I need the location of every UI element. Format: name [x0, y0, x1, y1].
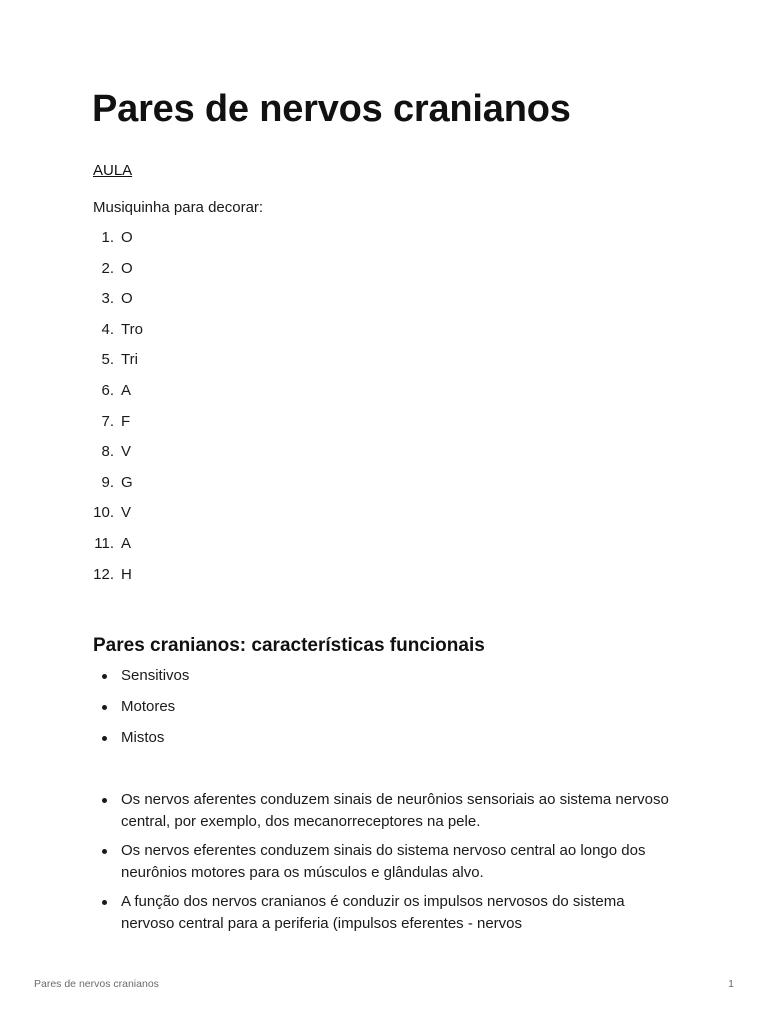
list-number: 12.: [93, 565, 114, 583]
bullet-icon: [102, 736, 107, 741]
list-number: 5.: [101, 351, 114, 369]
intro-text: Musiquinha para decorar:: [93, 199, 264, 216]
list-number: 3.: [101, 290, 114, 308]
list-number: 10.: [93, 504, 114, 522]
list-item-text: A: [121, 381, 132, 399]
bullet-icon: [102, 849, 107, 854]
list-item-text: O: [121, 229, 133, 246]
list-number: 6.: [101, 381, 114, 399]
list-item: [0, 696, 681, 727]
section-heading: Pares cranianos: características funcionais: [93, 635, 485, 656]
list-item-text: G: [121, 473, 133, 491]
list-number: 11.: [94, 534, 114, 552]
footer-document-title: Pares de nervos cranianos: [34, 978, 159, 990]
footer-page-number: 1: [728, 978, 734, 990]
aula-link[interactable]: AULA: [93, 162, 133, 179]
list-item-text: V: [121, 443, 132, 461]
list-item-text: Os nervos aferentes conduzem sinais de neurônios sensoriais ao sistema nervoso central, por exemplo, dos mecanorreceptores na pele.: [121, 791, 669, 830]
list-item: [0, 891, 681, 935]
list-item: [0, 727, 681, 758]
list-number: 2.: [101, 259, 114, 277]
list-item-text: Sensitivos: [121, 667, 190, 684]
list-item: [0, 840, 681, 884]
list-item-text: Mistos: [121, 729, 165, 746]
page-title: Pares de nervos cranianos: [92, 88, 571, 130]
list-item-text: Tro: [121, 320, 143, 338]
bullet-icon: [102, 674, 107, 679]
list-number: 7.: [101, 412, 114, 430]
list-item-text: Os nervos eferentes conduzem sinais do sistema nervoso central ao longo dos neurônios motores para os músculos e glândulas alvo.: [121, 842, 646, 881]
bullet-icon: [102, 705, 107, 710]
list-number: 4.: [101, 320, 114, 338]
list-number: 9.: [101, 473, 114, 491]
list-item-text: O: [121, 259, 133, 277]
list-item-text: A: [121, 534, 132, 552]
list-number: 8.: [101, 443, 114, 461]
bullet-icon: [102, 798, 107, 803]
list-item-text: O: [121, 290, 133, 308]
list-item-text: Motores: [121, 698, 176, 715]
list-item-text: Tri: [121, 351, 138, 369]
list-item: [0, 665, 681, 696]
notes-list: [0, 789, 681, 942]
list-number: 1.: [101, 229, 114, 246]
list-item: [0, 789, 681, 833]
bullet-icon: [102, 900, 107, 905]
nerve-types-list: [0, 665, 681, 758]
list-item-text: V: [121, 504, 132, 522]
list-item-text: F: [121, 412, 131, 430]
list-item-text: A função dos nervos cranianos é conduzir os impulsos nervosos do sistema nervoso central para a periferia (impulsos eferentes - nervos: [121, 893, 625, 932]
list-item-text: H: [121, 565, 132, 583]
